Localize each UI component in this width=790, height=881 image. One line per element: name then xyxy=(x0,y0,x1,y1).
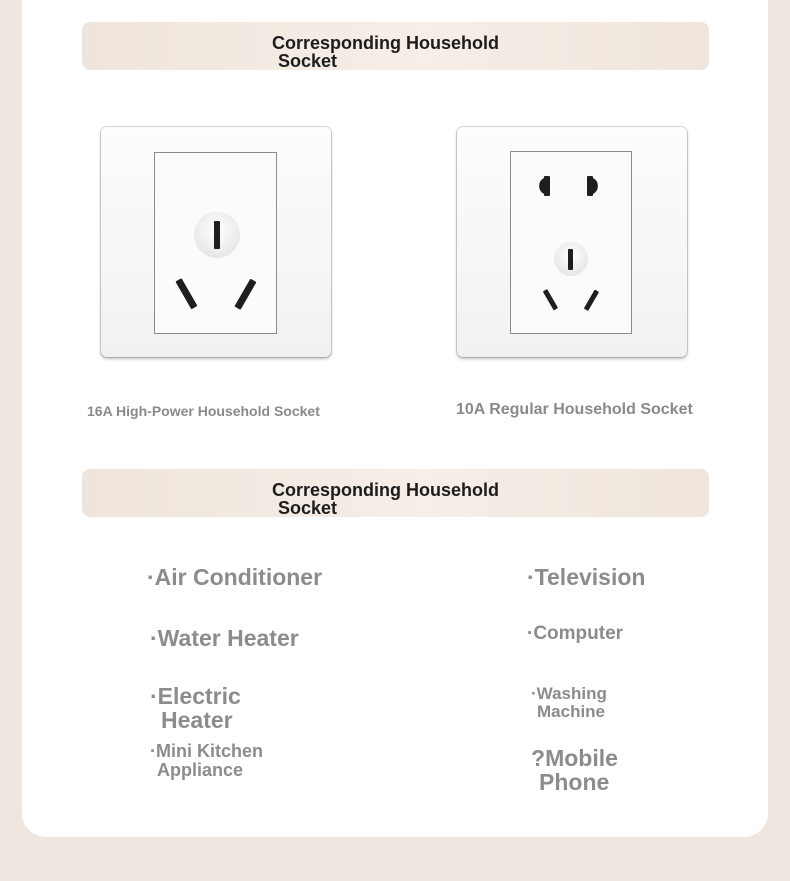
socket-faceplate xyxy=(154,152,277,334)
appliance-label-line1: Mini Kitchen xyxy=(156,741,263,761)
five-hole-socket-icon xyxy=(457,127,687,357)
socket-holes xyxy=(155,153,276,333)
appliance-label-line1: Electric xyxy=(157,683,241,709)
appliance-label-line1: Washing xyxy=(536,684,607,703)
appliance-label-line2: Phone xyxy=(539,769,610,795)
appliance-label-line2: Machine xyxy=(537,702,606,721)
section-title-line1: Corresponding Household xyxy=(272,33,499,53)
appliance-label: Television xyxy=(534,564,646,590)
bullet: · xyxy=(150,741,156,761)
bullet: · xyxy=(147,564,155,590)
appliance-label-line2: Appliance xyxy=(157,760,244,780)
socket-caption-10a: 10A Regular Household Socket xyxy=(456,401,693,418)
appliance-label: Computer xyxy=(533,623,624,644)
socket-faceplate xyxy=(510,151,632,334)
list-item xyxy=(150,626,299,650)
bullet: · xyxy=(527,623,534,644)
section-banner-appliances xyxy=(82,469,709,517)
appliance-label-line1: Mobile xyxy=(545,745,618,771)
section-title-line1: Corresponding Household xyxy=(272,480,499,500)
appliance-label-line2: Heater xyxy=(161,707,233,733)
socket-holes xyxy=(511,152,631,333)
section-title xyxy=(272,481,499,517)
list-item xyxy=(531,746,618,794)
list-item xyxy=(150,684,241,732)
list-item xyxy=(527,565,645,589)
bullet: · xyxy=(150,683,158,709)
list-item xyxy=(150,742,263,780)
appliance-label: Air Conditioner xyxy=(154,564,323,590)
bullet: · xyxy=(531,684,537,703)
bullet: ? xyxy=(531,745,546,771)
socket-caption-16a: 16A High-Power Household Socket xyxy=(87,403,320,419)
appliance-label: Water Heater xyxy=(157,625,299,651)
section-title-line2: Socket xyxy=(278,498,338,518)
bullet: · xyxy=(150,625,158,651)
list-item xyxy=(147,565,322,589)
list-item xyxy=(527,622,623,646)
list-item xyxy=(531,685,607,721)
bullet: · xyxy=(527,564,535,590)
section-banner-sockets xyxy=(82,22,709,70)
section-title xyxy=(272,34,499,70)
three-pin-socket-icon xyxy=(101,127,331,357)
section-title-line2: Socket xyxy=(278,51,338,71)
